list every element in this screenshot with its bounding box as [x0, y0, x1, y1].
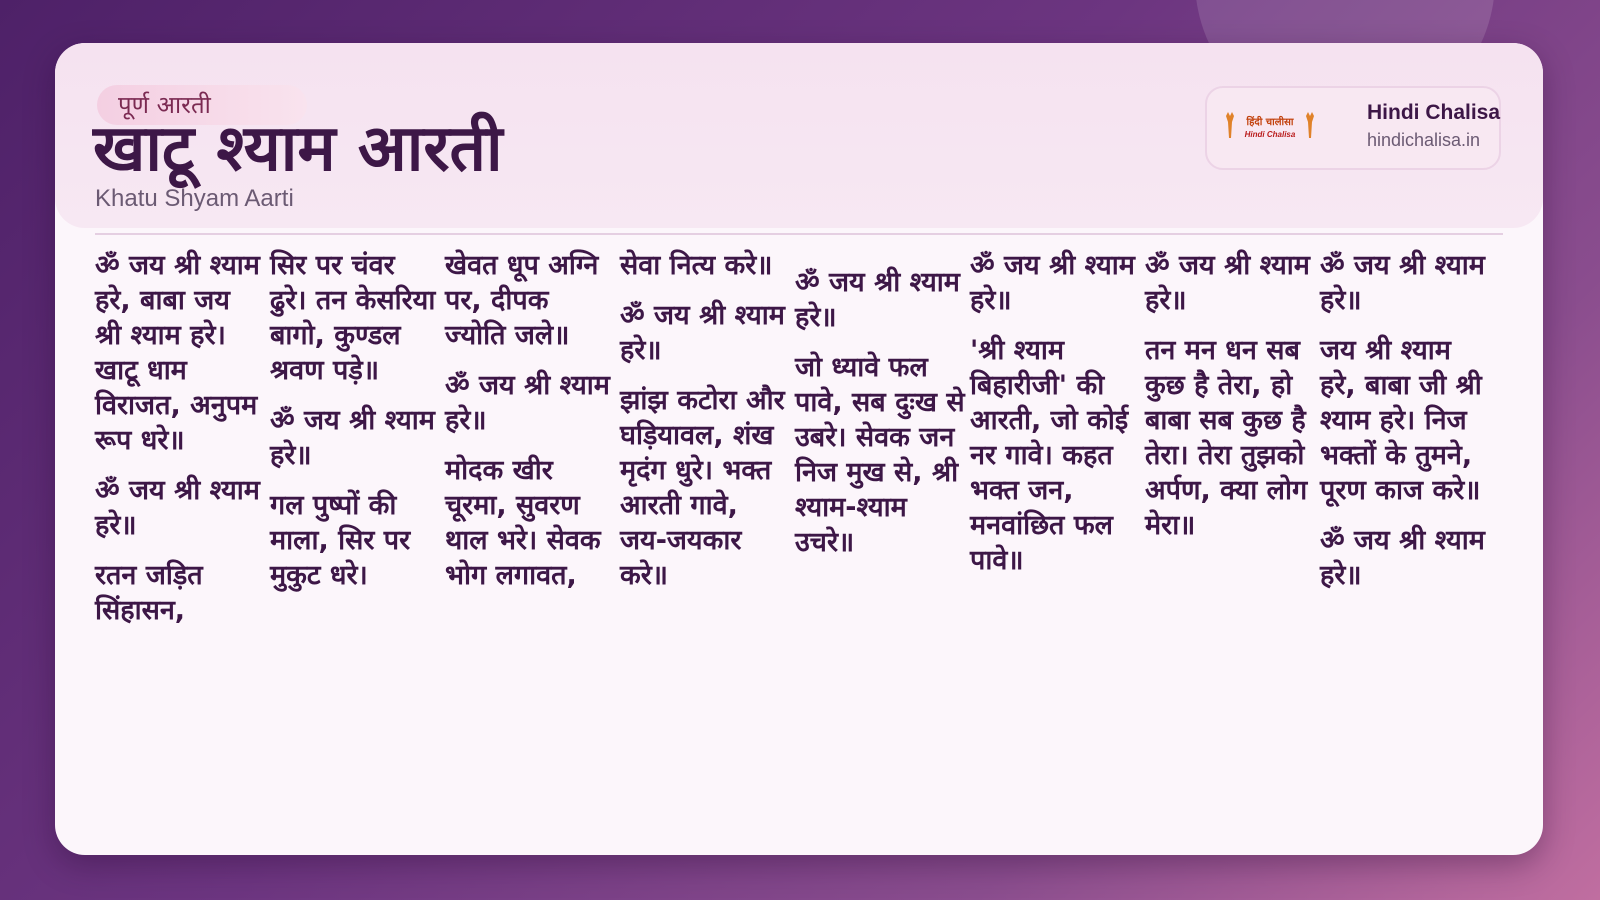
brand-name: Hindi Chalisa [1367, 101, 1501, 124]
aarti-stanza: ॐ जय श्री श्याम हरे, बाबा जय श्री श्याम हरे। खाटू धाम विराजत, अनुपम रूप धरे॥ [95, 250, 260, 456]
brand-logo-text-en: Hindi Chalisa [1244, 130, 1296, 139]
aarti-stanza: ॐ जय श्री श्याम हरे॥ [445, 370, 610, 436]
aarti-stanza: ॐ जय श्री श्याम हरे॥ [1320, 250, 1485, 316]
category-badge-label: पूर्ण आरती [118, 91, 211, 119]
aarti-stanza: 'श्री श्याम बिहारीजी' की आरती, जो कोई नर गावे। कहत भक्त जन, मनवांछित फल पावे॥ [970, 335, 1129, 576]
aarti-stanza: तन मन धन सब कुछ है तेरा, हो बाबा सब कुछ है तेरा। तेरा तुझको अर्पण, क्या लोग मेरा॥ [1145, 335, 1308, 541]
aarti-stanza: ॐ जय श्री श्याम हरे॥ [270, 405, 435, 471]
aarti-column-3 [445, 248, 615, 608]
brand-logo-text-hi: हिंदी चालीसा [1246, 117, 1294, 128]
aarti-card [55, 43, 1543, 855]
brand-box[interactable] [1205, 86, 1501, 170]
aarti-column-7 [1145, 248, 1315, 558]
aarti-stanza: ॐ जय श्री श्याम हरे॥ [795, 267, 960, 333]
aarti-stanza: जय श्री श्याम हरे, बाबा जी श्री श्याम हरे। निज भक्तों के तुमने, पूरण काज करे॥ [1320, 335, 1482, 506]
aarti-stanza: गल पुष्पों की माला, सिर पर मुकुट धरे। [270, 490, 411, 591]
aarti-column-8 [1320, 248, 1490, 608]
header-divider [95, 233, 1503, 235]
aarti-stanza: रतन जड़ित सिंहासन, [95, 560, 203, 626]
aarti-column-5 [795, 265, 965, 575]
aarti-text-columns [95, 248, 1515, 838]
aarti-column-1 [95, 248, 265, 643]
brand-logo-icon [1222, 110, 1318, 144]
aarti-column-6 [970, 248, 1140, 593]
aarti-stanza: ॐ जय श्री श्याम हरे॥ [95, 475, 260, 541]
aarti-stanza: ॐ जय श्री श्याम हरे॥ [970, 250, 1135, 316]
aarti-stanza: सेवा नित्य करे॥ [620, 250, 773, 281]
page-subtitle: Khatu Shyam Aarti [95, 185, 294, 212]
aarti-column-2 [270, 248, 440, 608]
aarti-stanza: झांझ कटोरा और घड़ियावल, शंख मृदंग धुरे। भक्त आरती गावे, जय-जयकार करे॥ [620, 385, 785, 591]
aarti-stanza: ॐ जय श्री श्याम हरे॥ [620, 300, 785, 366]
brand-url[interactable]: hindichalisa.in [1367, 130, 1481, 150]
aarti-stanza: सिर पर चंवर ढुरे। तन केसरिया बागो, कुण्डल श्रवण पड़े॥ [270, 250, 436, 386]
page-title: खाटू श्याम आरती [93, 112, 503, 186]
aarti-stanza: खेवत धूप अग्नि पर, दीपक ज्योति जले॥ [445, 250, 599, 351]
aarti-stanza: जो ध्यावे फल पावे, सब दुःख से उबरे। सेवक जन निज मुख से, श्री श्याम-श्याम उचरे॥ [795, 352, 965, 558]
aarti-stanza: ॐ जय श्री श्याम हरे॥ [1320, 525, 1485, 591]
aarti-stanza: ॐ जय श्री श्याम हरे॥ [1145, 250, 1310, 316]
aarti-stanza: मोदक खीर चूरमा, सुवरण थाल भरे। सेवक भोग लगावत, [445, 455, 601, 591]
aarti-column-4 [620, 248, 790, 608]
